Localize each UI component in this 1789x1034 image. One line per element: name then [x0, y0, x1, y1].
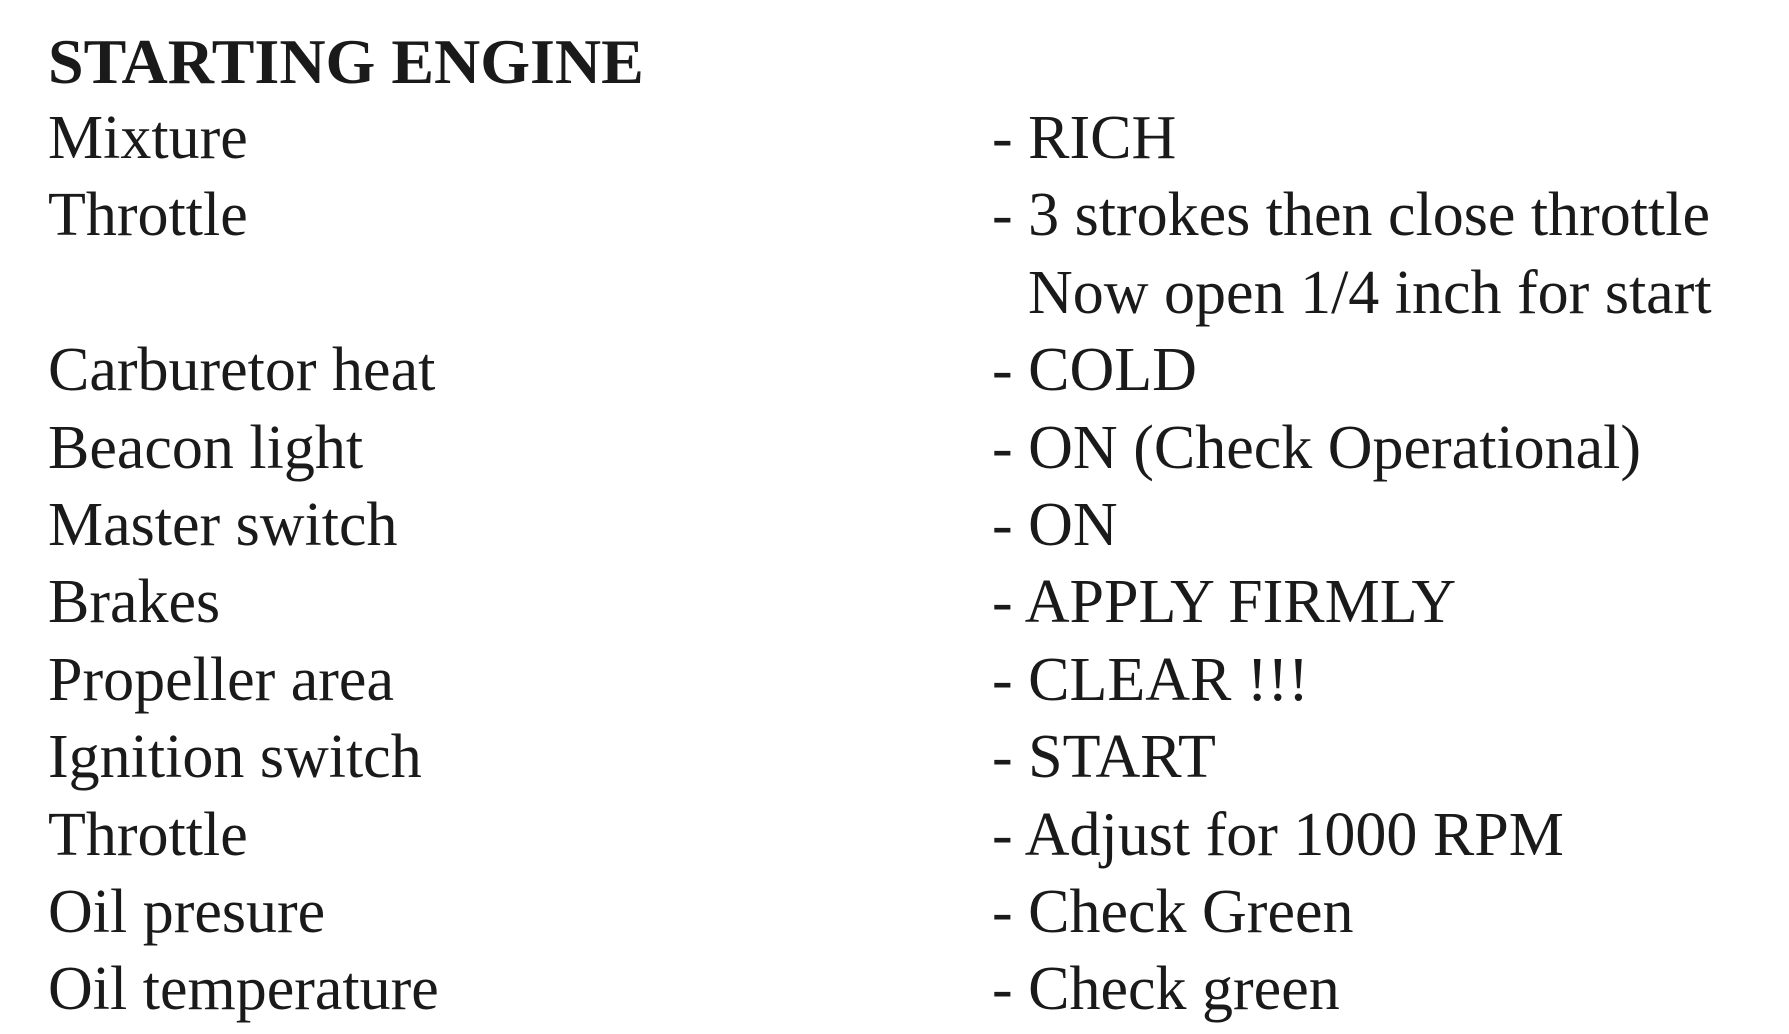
- checklist-action-cell: [992, 332, 1768, 409]
- checklist-item: Throttle: [48, 800, 248, 869]
- checklist-action-cell: [992, 487, 1768, 564]
- checklist-row: [48, 100, 1768, 177]
- checklist-row: [48, 564, 1768, 641]
- checklist-action: - COLD: [992, 336, 1197, 405]
- checklist-row: [48, 487, 1768, 564]
- checklist-action: - CLEAR !!!: [992, 645, 1309, 714]
- checklist-action: - RICH: [992, 104, 1177, 172]
- checklist-action: - ON: [992, 491, 1118, 560]
- checklist-action-continuation: Now open 1/4 inch for start: [1028, 258, 1712, 327]
- checklist-action: - Adjust for 1000 RPM: [992, 800, 1564, 869]
- checklist-row: [48, 332, 1768, 409]
- checklist-item: Ignition switch: [48, 723, 422, 792]
- checklist-action-cell: [992, 719, 1768, 796]
- checklist-action-cell: [992, 410, 1768, 487]
- checklist-item: Brakes: [48, 568, 221, 637]
- checklist-row: [48, 874, 1768, 951]
- checklist-row: [48, 410, 1768, 487]
- checklist-title: STARTING ENGINE: [48, 26, 644, 97]
- checklist-item: Oil presure: [48, 878, 326, 947]
- checklist-item: Beacon light: [48, 413, 364, 482]
- checklist-item: Carburetor heat: [48, 336, 436, 405]
- checklist-page: [48, 22, 1768, 1029]
- checklist-action: - Check Green: [992, 878, 1354, 947]
- checklist-item: Master switch: [48, 491, 398, 560]
- checklist-row: [48, 177, 1768, 332]
- checklist-item: Mixture: [48, 104, 248, 172]
- checklist-row: [48, 951, 1768, 1028]
- checklist-item: Oil temperature: [48, 955, 439, 1024]
- checklist-action-cell: [992, 177, 1768, 332]
- checklist-item: Throttle: [48, 181, 248, 250]
- checklist-action: - ON (Check Operational): [992, 413, 1642, 482]
- checklist-action-cell: [992, 874, 1768, 951]
- checklist-action: - 3 strokes then close throttle: [992, 181, 1710, 250]
- checklist-row: [48, 719, 1768, 796]
- checklist-action-cell: [992, 564, 1768, 641]
- checklist-item: Propeller area: [48, 645, 394, 714]
- checklist-action-cell: [992, 642, 1768, 719]
- checklist-action: - START: [992, 723, 1216, 792]
- checklist-action: - APPLY FIRMLY: [992, 568, 1457, 637]
- checklist-action-cell: [992, 100, 1768, 177]
- checklist-action: - Check green: [992, 955, 1340, 1024]
- checklist-row: [48, 642, 1768, 719]
- checklist-action-cell: [992, 797, 1768, 874]
- checklist-row: [48, 797, 1768, 874]
- checklist-action-cell: [992, 951, 1768, 1028]
